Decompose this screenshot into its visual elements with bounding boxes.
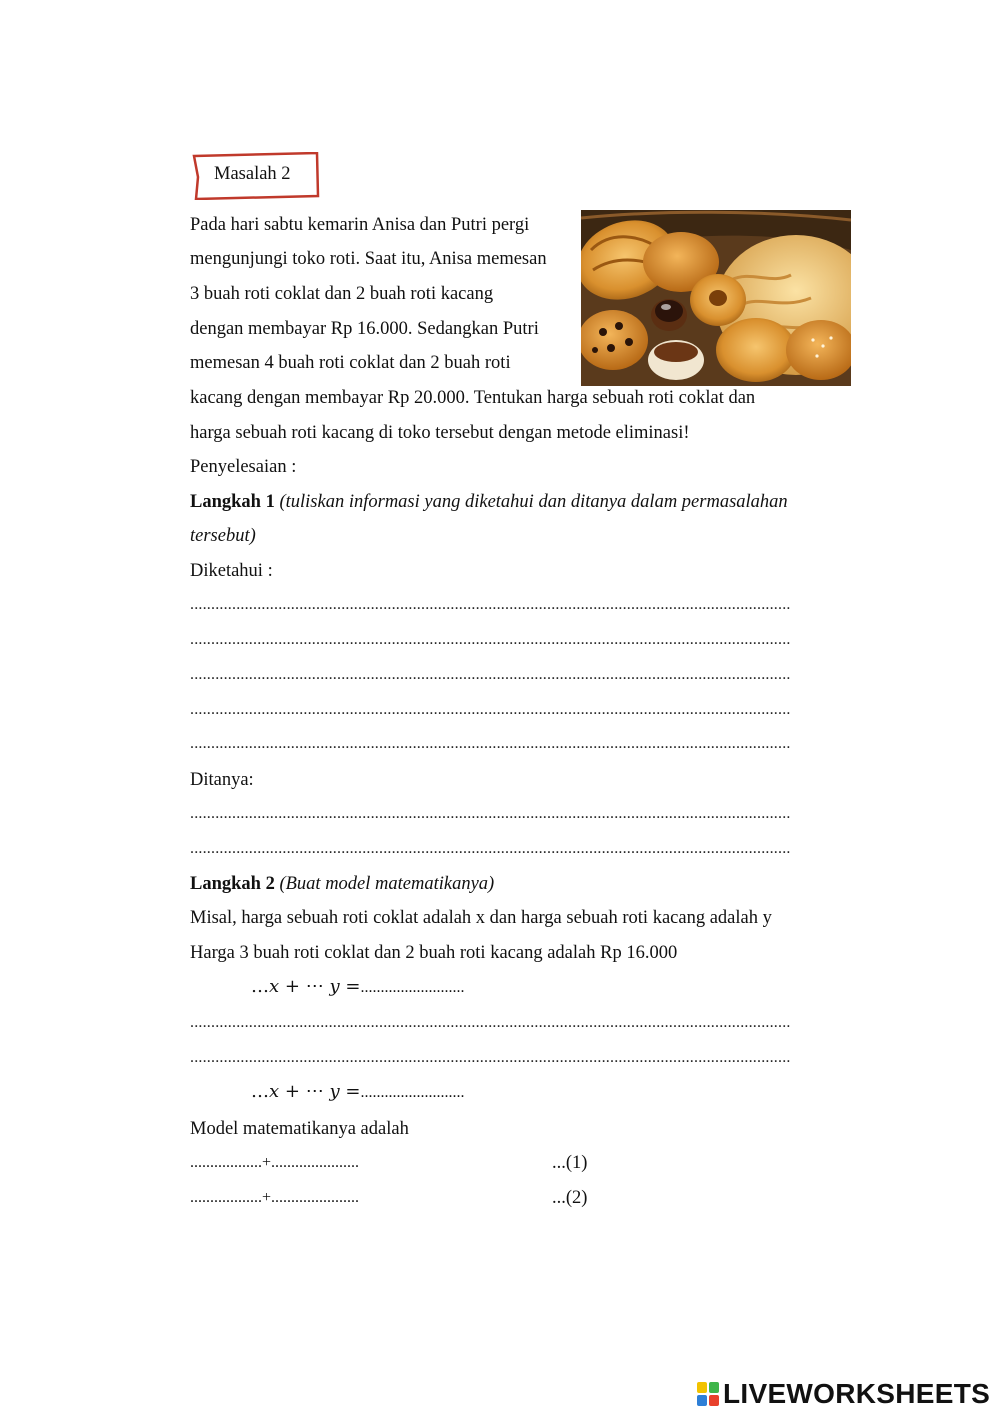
model-row-2-tag: ...(2): [552, 1188, 588, 1208]
answer-line-model-2[interactable]: ...............................................................................................................................................: [190, 1049, 791, 1066]
liveworksheets-brand: [697, 1378, 990, 1410]
answer-line-model-1[interactable]: ...............................................................................................................................................: [190, 1014, 791, 1031]
eq2-var-x: 𝑥: [269, 1081, 280, 1102]
liveworksheets-logo-icon: [697, 1382, 719, 1406]
page-title: Masalah 2: [214, 164, 291, 184]
answer-line-asked-1[interactable]: ...............................................................................................................................................: [190, 805, 791, 822]
answer-line-known-2[interactable]: ...............................................................................................................................................: [190, 631, 791, 648]
eq2-eq: =: [345, 1081, 361, 1102]
equation-1: [251, 976, 464, 997]
asked-label: Ditanya:: [190, 770, 254, 790]
step2-heading: Langkah 2: [190, 874, 275, 894]
problem-line-6: kacang dengan membayar Rp 20.000. Tentukan harga sebuah roti coklat dan: [190, 388, 756, 408]
step2-note: (Buat model matematikanya): [279, 874, 495, 894]
step1-note: (tuliskan informasi yang diketahui dan ditanya dalam permasalahan: [279, 492, 788, 512]
eq2-dots[interactable]: ⋯: [305, 1081, 324, 1102]
solution-label: Penyelesaian :: [190, 457, 297, 477]
answer-line-known-3[interactable]: ...............................................................................................................................................: [190, 666, 791, 683]
eq1-var-y: 𝑦: [329, 976, 340, 997]
model-label: Model matematikanya adalah: [190, 1119, 409, 1139]
problem-line-1: Pada hari sabtu kemarin Anisa dan Putri pergi: [190, 215, 530, 235]
step2-heading-line: [190, 872, 494, 896]
eq2-lead[interactable]: …: [251, 1081, 269, 1102]
title-box: [192, 152, 318, 198]
bread-photo: [581, 210, 851, 386]
model-row-1-left[interactable]: ..................+......................: [190, 1154, 360, 1171]
answer-line-known-1[interactable]: ...............................................................................................................................................: [190, 596, 791, 613]
step1-heading-line: [190, 490, 788, 514]
eq1-var-x: 𝑥: [269, 976, 280, 997]
answer-line-known-4[interactable]: ...............................................................................................................................................: [190, 701, 791, 718]
problem-line-2: mengunjungi toko roti. Saat itu, Anisa memesan: [190, 249, 547, 269]
step2-line-1: Misal, harga sebuah roti coklat adalah x dan harga sebuah roti kacang adalah y: [190, 908, 772, 928]
step1-note-cont: tersebut): [190, 526, 256, 546]
step1-heading: Langkah 1: [190, 492, 275, 512]
problem-line-3: 3 buah roti coklat dan 2 buah roti kacang: [190, 284, 494, 304]
answer-line-known-5[interactable]: ...............................................................................................................................................: [190, 735, 791, 752]
problem-line-4: dengan membayar Rp 16.000. Sedangkan Putri: [190, 319, 539, 339]
eq2-blank[interactable]: ..........................: [360, 1084, 465, 1101]
eq1-dots[interactable]: ⋯: [305, 976, 324, 997]
problem-line-7: harga sebuah roti kacang di toko tersebut dengan metode eliminasi!: [190, 423, 690, 443]
problem-line-5: memesan 4 buah roti coklat dan 2 buah roti: [190, 353, 511, 373]
step2-line-2: Harga 3 buah roti coklat dan 2 buah roti kacang adalah Rp 16.000: [190, 943, 678, 963]
answer-line-asked-2[interactable]: ...............................................................................................................................................: [190, 840, 791, 857]
eq1-lead[interactable]: …: [251, 976, 269, 997]
known-label: Diketahui :: [190, 561, 273, 581]
brand-name: LIVEWORKSHEETS: [723, 1378, 991, 1409]
model-row-1-tag: ...(1): [552, 1153, 588, 1173]
model-row-2-left[interactable]: ..................+......................: [190, 1189, 360, 1206]
eq2-plus: +: [284, 1081, 300, 1102]
eq1-blank[interactable]: ..........................: [360, 979, 465, 996]
equation-2: [251, 1081, 464, 1102]
eq1-eq: =: [345, 976, 361, 997]
eq2-var-y: 𝑦: [329, 1081, 340, 1102]
eq1-plus: +: [284, 976, 300, 997]
